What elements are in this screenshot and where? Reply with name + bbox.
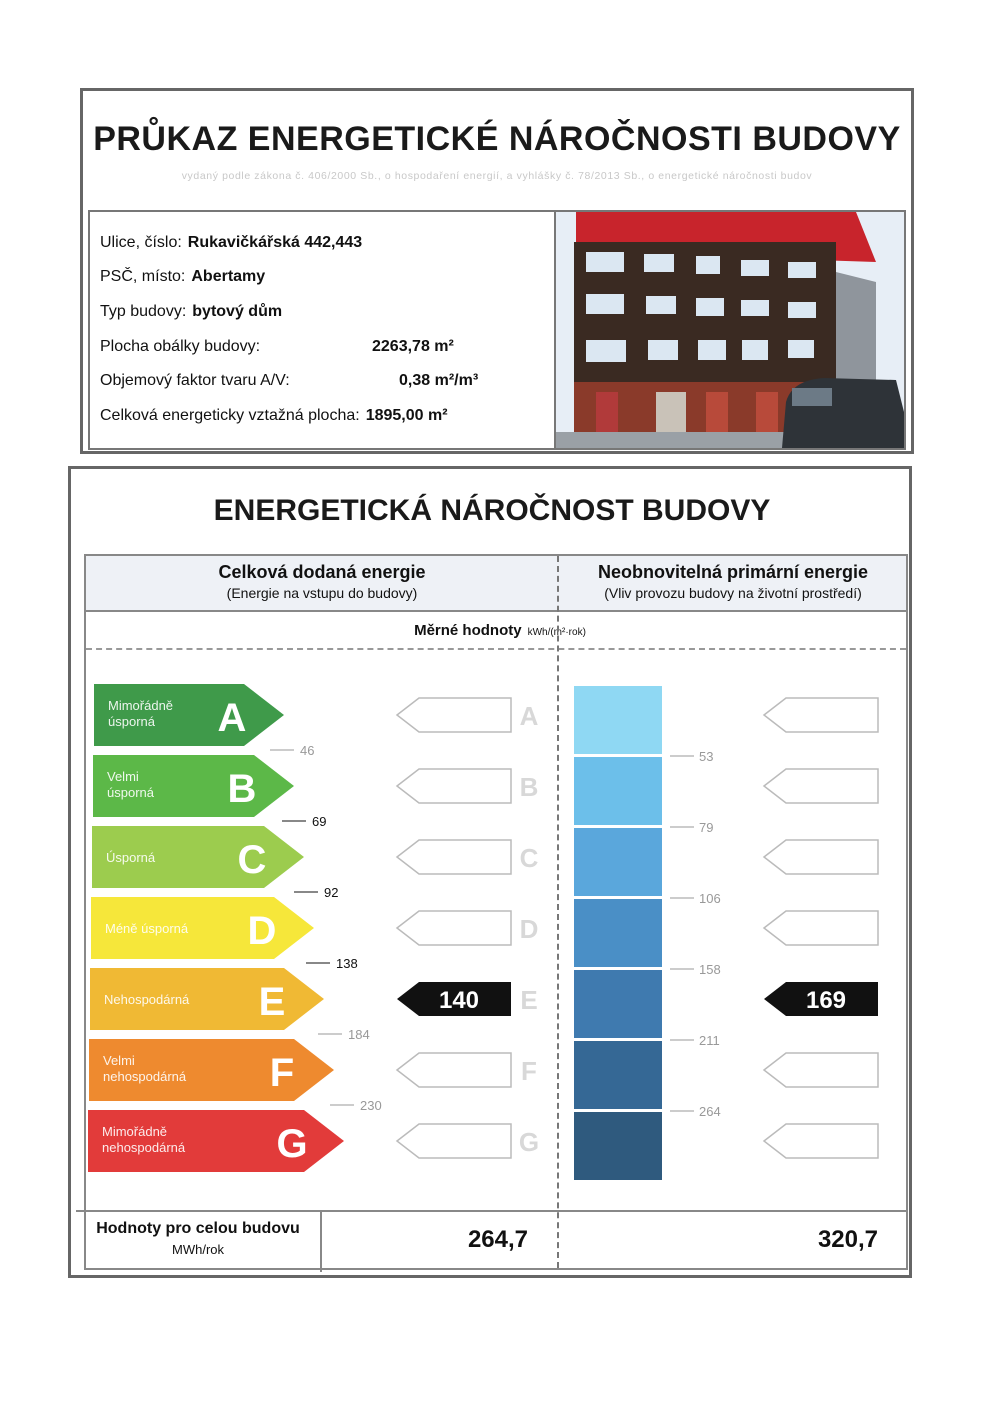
delivered-class-g-box: [397, 1124, 511, 1158]
class-e-letter: E: [258, 980, 286, 1024]
delivered-threshold-label: 69: [312, 814, 327, 829]
class-b-name-2: úsporná: [107, 785, 154, 800]
delivered-class-a-box: [397, 698, 511, 732]
reference-area-value: 1895,00 m²: [365, 407, 448, 424]
class-f-name: Velmi: [103, 1053, 135, 1068]
class-c-name: Úsporná: [106, 850, 156, 865]
reference-area-label: Celková energeticky vztažná plocha:: [100, 407, 360, 424]
primary-class-g-bar: [574, 1112, 662, 1180]
primary-threshold-label: 264: [699, 1104, 721, 1119]
totals-label: Hodnoty pro celou budovu: [96, 1220, 300, 1237]
primary-energy-subtitle: (Vliv provozu budovy na životní prostředí): [604, 585, 862, 601]
delivered-class-c-box: [397, 840, 511, 874]
delivered-energy-scale: [88, 684, 539, 1172]
primary-class-c-box: [764, 840, 878, 874]
primary-class-f-bar: [574, 1041, 662, 1109]
primary-class-b-bar: [574, 757, 662, 825]
delivered-class-d-letter: D: [519, 914, 539, 944]
class-d-letter: D: [247, 909, 277, 953]
delivered-class-c-letter: C: [519, 843, 539, 873]
energy-section-title: ENERGETICKÁ NÁROČNOST BUDOVY: [213, 494, 771, 527]
city-label: PSČ, místo:: [100, 268, 186, 285]
class-g-name: Mimořádně: [102, 1124, 168, 1139]
envelope-area-label: Plocha obálky budovy:: [100, 338, 261, 355]
class-b-name: Velmi: [107, 769, 139, 784]
delivered-class-b-box: [397, 769, 511, 803]
primary-energy-value: 169: [805, 987, 847, 1014]
class-a-letter: A: [217, 696, 247, 740]
class-g-letter: G: [276, 1122, 308, 1166]
primary-threshold-label: 106: [699, 891, 721, 906]
primary-class-e-bar: [574, 970, 662, 1038]
delivered-energy-value: 140: [438, 987, 480, 1014]
delivered-threshold-label: 92: [324, 885, 339, 900]
shape-factor-value: 0,38 m²/m³: [399, 372, 479, 389]
delivered-class-f-letter: F: [521, 1056, 537, 1086]
delivered-class-a-letter: A: [519, 701, 539, 731]
street-value: Rukavičkářská 442,443: [187, 234, 363, 251]
primary-energy-title: Neobnovitelná primární energie: [597, 562, 869, 582]
class-g-name-2: nehospodárná: [102, 1140, 186, 1155]
delivered-threshold-label: 230: [360, 1098, 382, 1113]
primary-threshold-label: 211: [699, 1033, 720, 1048]
primary-class-d-bar: [574, 899, 662, 967]
building-type-label: Typ budovy:: [100, 303, 187, 320]
primary-threshold-label: 53: [699, 749, 714, 764]
primary-threshold-label: 79: [699, 820, 714, 835]
primary-class-f-box: [764, 1053, 878, 1087]
shape-factor-label: Objemový faktor tvaru A/V:: [100, 372, 290, 389]
certificate-title: PRŮKAZ ENERGETICKÉ NÁROČNOSTI BUDOVY: [93, 120, 901, 158]
primary-class-a-bar: [574, 686, 662, 754]
totals-unit: MWh/rok: [172, 1242, 224, 1257]
class-f-letter: F: [269, 1051, 295, 1095]
delivered-class-g-letter: G: [518, 1127, 540, 1157]
delivered-threshold-label: 138: [336, 956, 358, 971]
primary-energy-scale: [574, 686, 878, 1180]
class-f-name-2: nehospodárná: [103, 1069, 187, 1084]
delivered-energy-subtitle: (Energie na vstupu do budovy): [226, 585, 418, 601]
delivered-threshold-label: 184: [348, 1027, 370, 1042]
units-label: kWh/(m²·rok): [527, 627, 586, 638]
class-e-name: Nehospodárná: [104, 992, 190, 1007]
building-type-value: bytový dům: [192, 303, 283, 320]
delivered-energy-title: Celková dodaná energie: [218, 562, 426, 582]
delivered-class-e-letter: E: [520, 985, 538, 1015]
primary-class-a-box: [764, 698, 878, 732]
class-a-name-2: úsporná: [108, 714, 155, 729]
delivered-threshold-label: 46: [300, 743, 315, 758]
delivered-class-d-box: [397, 911, 511, 945]
delivered-class-f-box: [397, 1053, 511, 1087]
primary-threshold-label: 158: [699, 962, 721, 977]
primary-class-c-bar: [574, 828, 662, 896]
primary-class-g-box: [764, 1124, 878, 1158]
specific-values-label: Měrné hodnoty: [414, 622, 522, 639]
class-a-name: Mimořádně: [108, 698, 174, 713]
primary-class-d-box: [764, 911, 878, 945]
primary-class-b-box: [764, 769, 878, 803]
class-c-letter: C: [237, 838, 267, 882]
totals-label-cell: [76, 1210, 322, 1272]
primary-energy-total: 320,7: [817, 1226, 878, 1253]
delivered-class-b-letter: B: [519, 772, 539, 802]
class-d-name: Méně úsporná: [105, 921, 189, 936]
city-value: Abertamy: [191, 268, 266, 285]
street-label: Ulice, číslo:: [100, 234, 182, 251]
certificate-subtitle: vydaný podle zákona č. 406/2000 Sb., o hospodaření energií, a vyhlášky č. 78/2013 Sb., o energetické náročnosti budov: [181, 170, 813, 182]
delivered-energy-total: 264,7: [467, 1226, 528, 1253]
envelope-area-value: 2263,78 m²: [372, 338, 454, 355]
class-b-letter: B: [227, 767, 257, 811]
